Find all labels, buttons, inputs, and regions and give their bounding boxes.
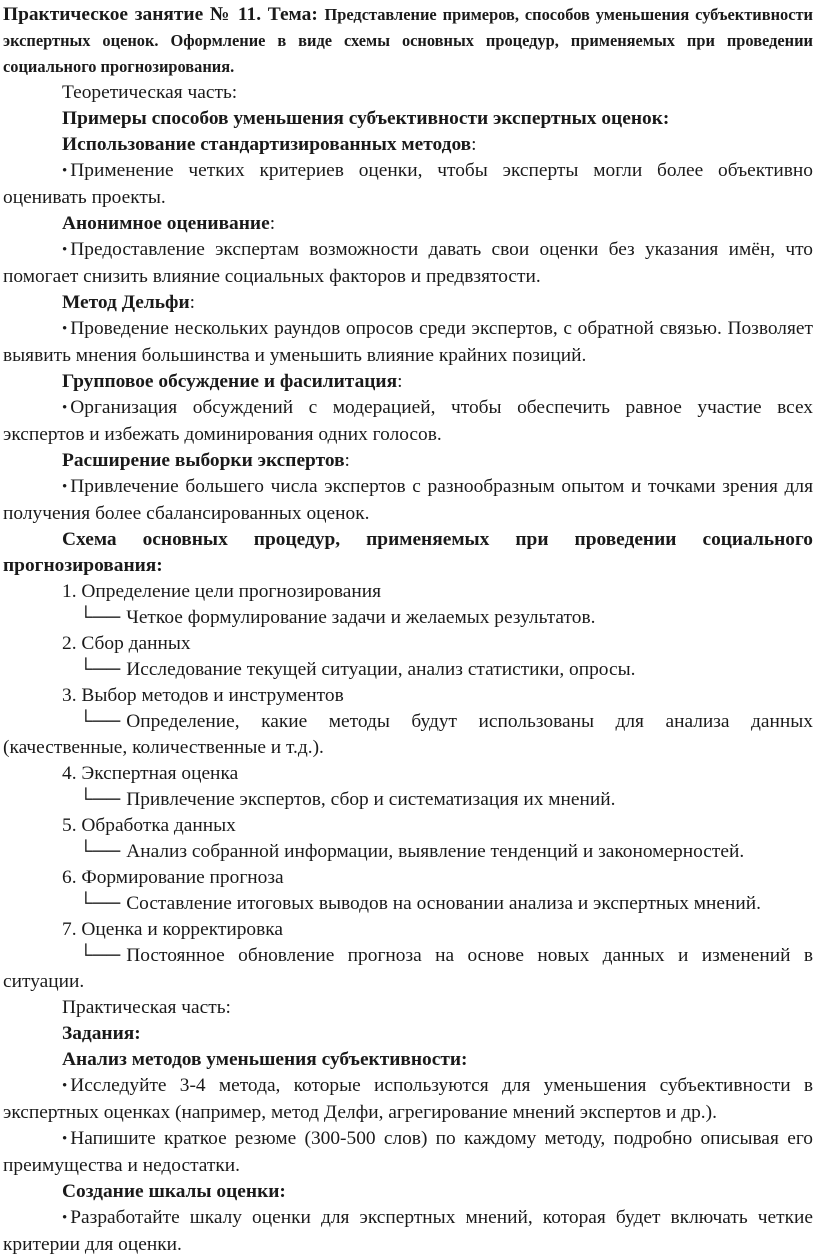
bullet-text: Привлечение большего числа экспертов с разнообразным опытом и точками зрения для получения более сбалансированных оценок. (3, 476, 813, 524)
method-name: Метод Дельфи (62, 292, 190, 313)
bullet-text: Предоставление экспертам возможности давать свои оценки без указания имён, что помогает снизить влияние социальных факторов и предвзятости. (3, 239, 813, 287)
step-description: └── Четкое формулирование задачи и желаемых результатов. (79, 607, 596, 628)
list-item (3, 1073, 813, 1126)
step-description: └── Определение, какие методы будут использованы для анализа данных (качественные, количественные и т.д.). (3, 711, 813, 758)
title-lead: Практическое занятие № 11. Тема: (3, 4, 318, 25)
step-title: 6. Формирование прогноза (62, 867, 284, 888)
scheme-heading: Схема основных процедур, применяемых при проведении социального прогнозирования: (3, 529, 813, 576)
method-heading (3, 290, 813, 316)
method-name: Анонимное оценивание (62, 213, 270, 234)
examples-heading: Примеры способов уменьшения субъективности экспертных оценок: (62, 108, 670, 129)
tree-branch-icon: └── (79, 841, 121, 862)
bullet-icon: • (62, 242, 68, 258)
bullet-icon: • (62, 1210, 68, 1226)
list-item (3, 474, 813, 527)
bullet-icon: • (62, 1078, 68, 1094)
step-description: └── Постоянное обновление прогноза на основе новых данных и изменений в ситуации. (3, 945, 813, 992)
tree-branch-icon: └── (79, 711, 121, 732)
bullet-text: Организация обсуждений с модерацией, чтобы обеспечить равное участие всех экспертов и избежать доминирования одних голосов. (3, 397, 813, 445)
page-title (3, 2, 813, 80)
bullet-text: Проведение нескольких раундов опросов среди экспертов, с обратной связью. Позволяет выявить мнения большинства и уменьшить влияние крайних позиций. (3, 318, 813, 366)
step-title: 3. Выбор методов и инструментов (62, 685, 344, 706)
bullet-icon: • (62, 1131, 68, 1147)
method-heading (3, 132, 813, 158)
method-colon: : (269, 213, 276, 234)
bullet-text: Напишите краткое резюме (300-500 слов) по каждому методу, подробно описывая его преимущества и недостатки. (3, 1128, 813, 1176)
method-colon: : (189, 292, 196, 313)
step-title: 2. Сбор данных (62, 633, 191, 654)
method-colon: : (471, 134, 477, 155)
bullet-text: Исследуйте 3-4 метода, которые используются для уменьшения субъективности в экспертных оценках (например, метод Делфи, агрегирование мнений экспертов и др.). (3, 1075, 813, 1123)
tree-branch-icon: └── (79, 893, 121, 914)
step-description: └── Анализ собранной информации, выявление тенденций и закономерностей. (79, 841, 745, 862)
method-colon: : (397, 371, 403, 392)
list-item (3, 395, 813, 448)
list-item (3, 1126, 813, 1179)
list-item (3, 316, 813, 369)
method-name: Групповое обсуждение и фасилитация (62, 371, 398, 392)
tree-branch-icon: └── (79, 789, 121, 810)
tasks-heading: Задания: (62, 1023, 141, 1044)
bullet-icon: • (62, 479, 68, 495)
tree-branch-icon: └── (79, 945, 121, 966)
method-colon: : (344, 450, 350, 471)
list-item (3, 237, 813, 290)
method-heading (3, 211, 813, 237)
step-title: 7. Оценка и корректировка (62, 919, 283, 940)
bullet-icon: • (62, 163, 68, 179)
practice-label: Практическая часть: (62, 997, 231, 1018)
title-rest: Представление примеров, способов уменьшения субъективности экспертных оценок. Оформление в виде схемы основных процедур, применяемых при проведении социального прогнозирования. (3, 5, 813, 76)
step-description: └── Исследование текущей ситуации, анализ статистики, опросы. (79, 659, 636, 680)
theory-label: Теоретическая часть: (62, 82, 238, 103)
bullet-text: Разработайте шкалу оценки для экспертных мнений, которая будет включать четкие критерии для оценки. (3, 1207, 813, 1255)
bullet-text: Применение четких критериев оценки, чтобы эксперты могли более объективно оценивать проекты. (3, 160, 813, 208)
list-item (3, 1205, 813, 1258)
method-name: Использование стандартизированных методов (62, 134, 472, 155)
method-heading (3, 448, 813, 474)
method-name: Расширение выборки экспертов (62, 450, 345, 471)
task-group-heading: Анализ методов уменьшения субъективности: (62, 1049, 468, 1070)
step-description: └── Составление итоговых выводов на основании анализа и экспертных мнений. (79, 893, 762, 914)
tree-branch-icon: └── (79, 607, 121, 628)
task-group-heading: Создание шкалы оценки: (62, 1181, 286, 1202)
step-title: 1. Определение цели прогнозирования (62, 581, 382, 602)
step-description: └── Привлечение экспертов, сбор и систематизация их мнений. (79, 789, 616, 810)
step-title: 5. Обработка данных (62, 815, 236, 836)
list-item (3, 158, 813, 211)
bullet-icon: • (62, 400, 68, 416)
bullet-icon: • (62, 321, 68, 337)
step-title: 4. Экспертная оценка (62, 763, 239, 784)
tree-branch-icon: └── (79, 659, 121, 680)
method-heading (3, 369, 813, 395)
